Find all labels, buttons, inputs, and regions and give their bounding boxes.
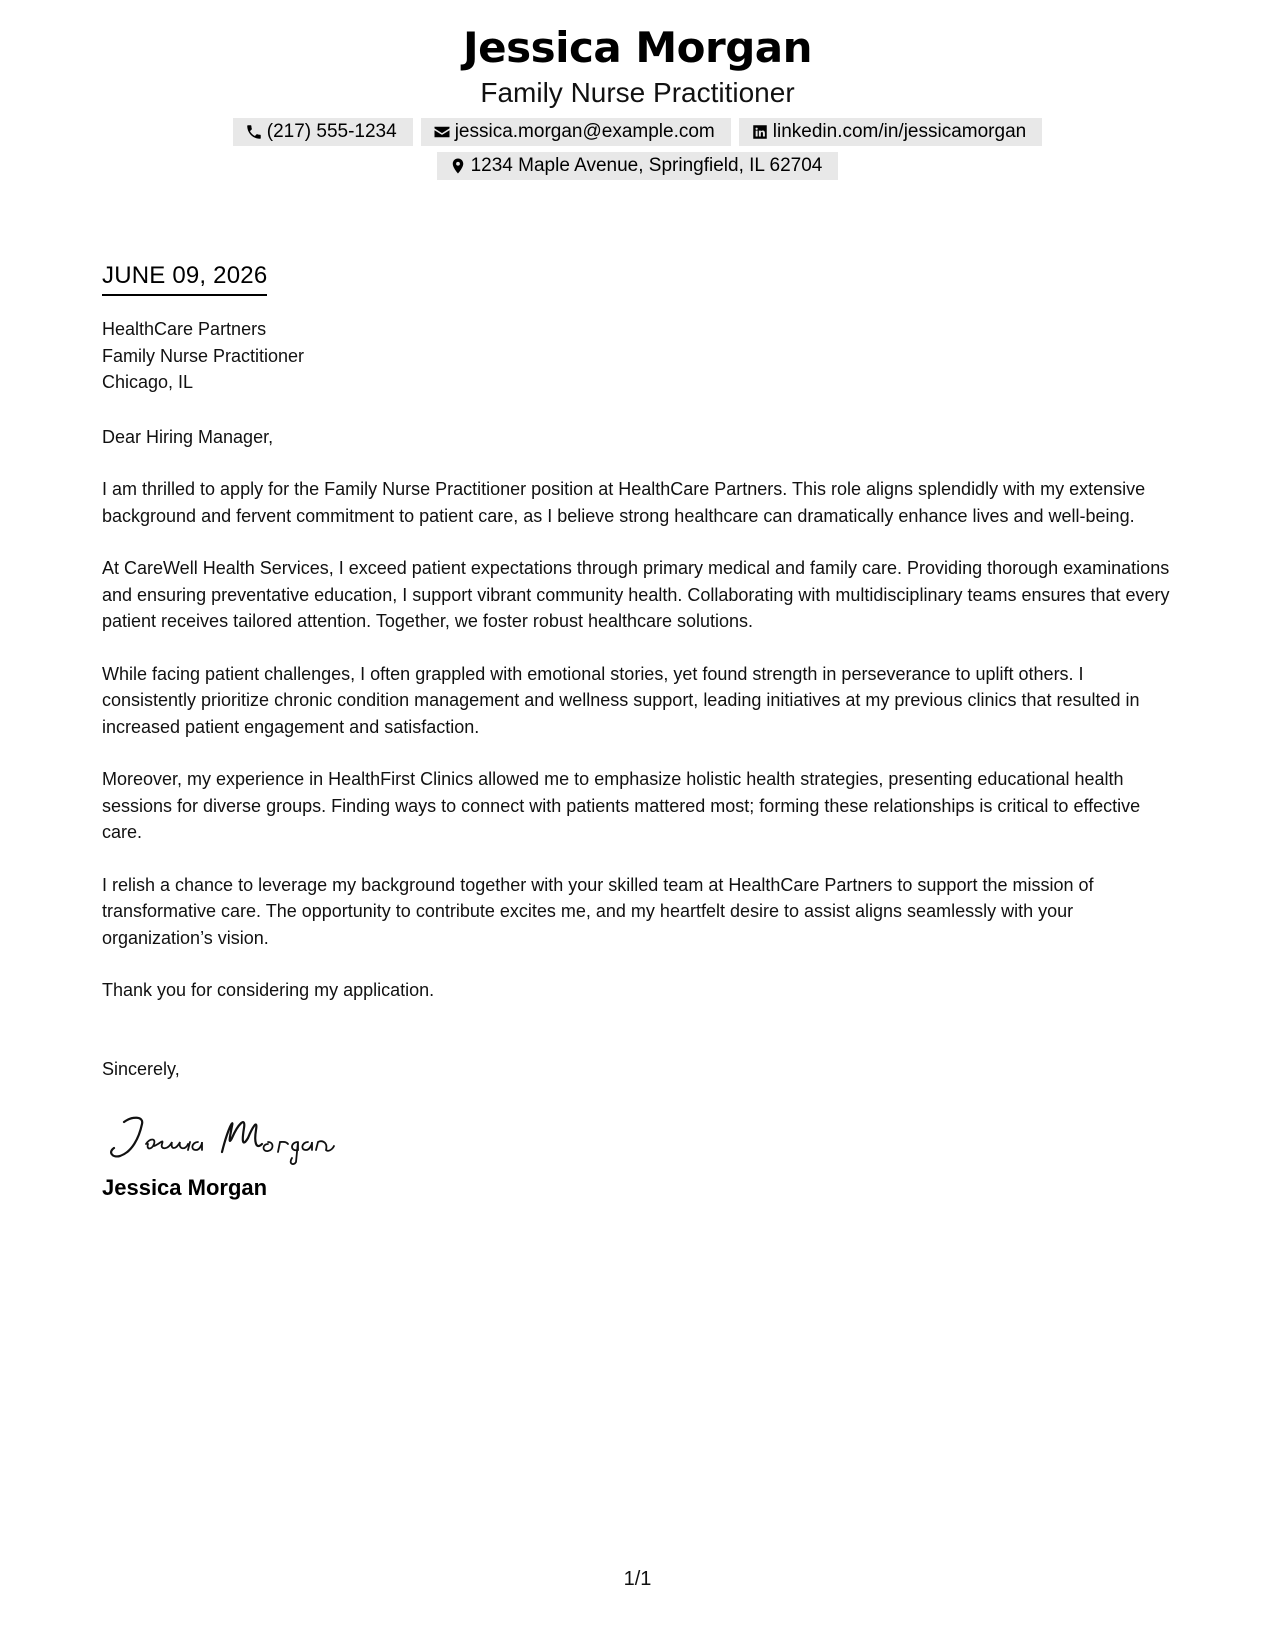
linkedin-icon xyxy=(751,123,769,141)
letter-date: JUNE 09, 2026 xyxy=(102,260,267,296)
address-row xyxy=(0,152,1275,180)
recipient-block xyxy=(102,316,1182,396)
thanks-line: Thank you for considering my application. xyxy=(102,980,435,1000)
recipient-position: Family Nurse Practitioner xyxy=(102,345,305,366)
phone-text: (217) 555-1234 xyxy=(266,121,397,142)
contact-row xyxy=(0,118,1275,146)
phone-chip xyxy=(233,118,413,146)
envelope-icon xyxy=(433,123,451,141)
recipient-company: HealthCare Partners xyxy=(102,319,267,339)
email-text[interactable]: jessica.morgan@example.com xyxy=(454,121,715,142)
linkedin-text[interactable]: linkedin.com/in/jessicamorgan xyxy=(772,121,1027,142)
phone-icon xyxy=(245,123,263,141)
applicant-title: Family Nurse Practitioner xyxy=(480,77,795,108)
closing-line: Sincerely, xyxy=(102,1058,180,1079)
body-paragraph: While facing patient challenges, I often grappled with emotional stories, yet found strength in perseverance to uplift others. I consistently prioritize chronic condition management and wellness support, leading initiatives at my previous clinics that resulted in increased patient engagement and satisfaction. xyxy=(102,663,1140,737)
body-paragraph: I am thrilled to apply for the Family Nurse Practitioner position at HealthCare Partners. This role aligns splendidly with my extensive background and fervent commitment to patient care, as I believe strong healthcare can dramatically enhance lives and well-being. xyxy=(102,479,1146,526)
linkedin-chip[interactable] xyxy=(739,118,1042,146)
signer-name: Jessica Morgan xyxy=(102,1175,268,1200)
address-chip xyxy=(437,152,839,180)
letter-header xyxy=(0,20,1275,180)
body-paragraph: Moreover, my experience in HealthFirst Clinics allowed me to emphasize holistic health strategies, presenting educational health sessions for diverse groups. Finding ways to connect with patients mattered most; forming these relationships is critical to effective care. xyxy=(102,769,1141,842)
address-text: 1234 Maple Avenue, Springfield, IL 62704 xyxy=(470,155,823,176)
letter-body xyxy=(102,260,1182,1202)
applicant-name: Jessica Morgan xyxy=(462,23,813,72)
salutation: Dear Hiring Manager, xyxy=(102,426,274,447)
body-paragraph: At CareWell Health Services, I exceed patient expectations through primary medical and family care. Providing thorough examinations and ensuring preventative education, I support vibrant community health. Collaborating with multidisciplinary teams ensures that every patient receives tailored attention. Together, we foster robust healthcare solutions. xyxy=(102,558,1170,631)
signature-image xyxy=(102,1108,362,1168)
email-chip[interactable] xyxy=(421,118,731,146)
handwritten-signature xyxy=(102,1108,1182,1168)
page-number: 1/1 xyxy=(623,1568,652,1590)
recipient-location: Chicago, IL xyxy=(102,372,194,392)
map-marker-icon xyxy=(449,157,467,175)
body-paragraph: I relish a chance to leverage my background together with your skilled team at HealthCare Partners to support the mission of transformative care. The opportunity to contribute excites me, and my heartfelt desire to assist aligns seamlessly with your organization’s vision. xyxy=(102,874,1094,948)
